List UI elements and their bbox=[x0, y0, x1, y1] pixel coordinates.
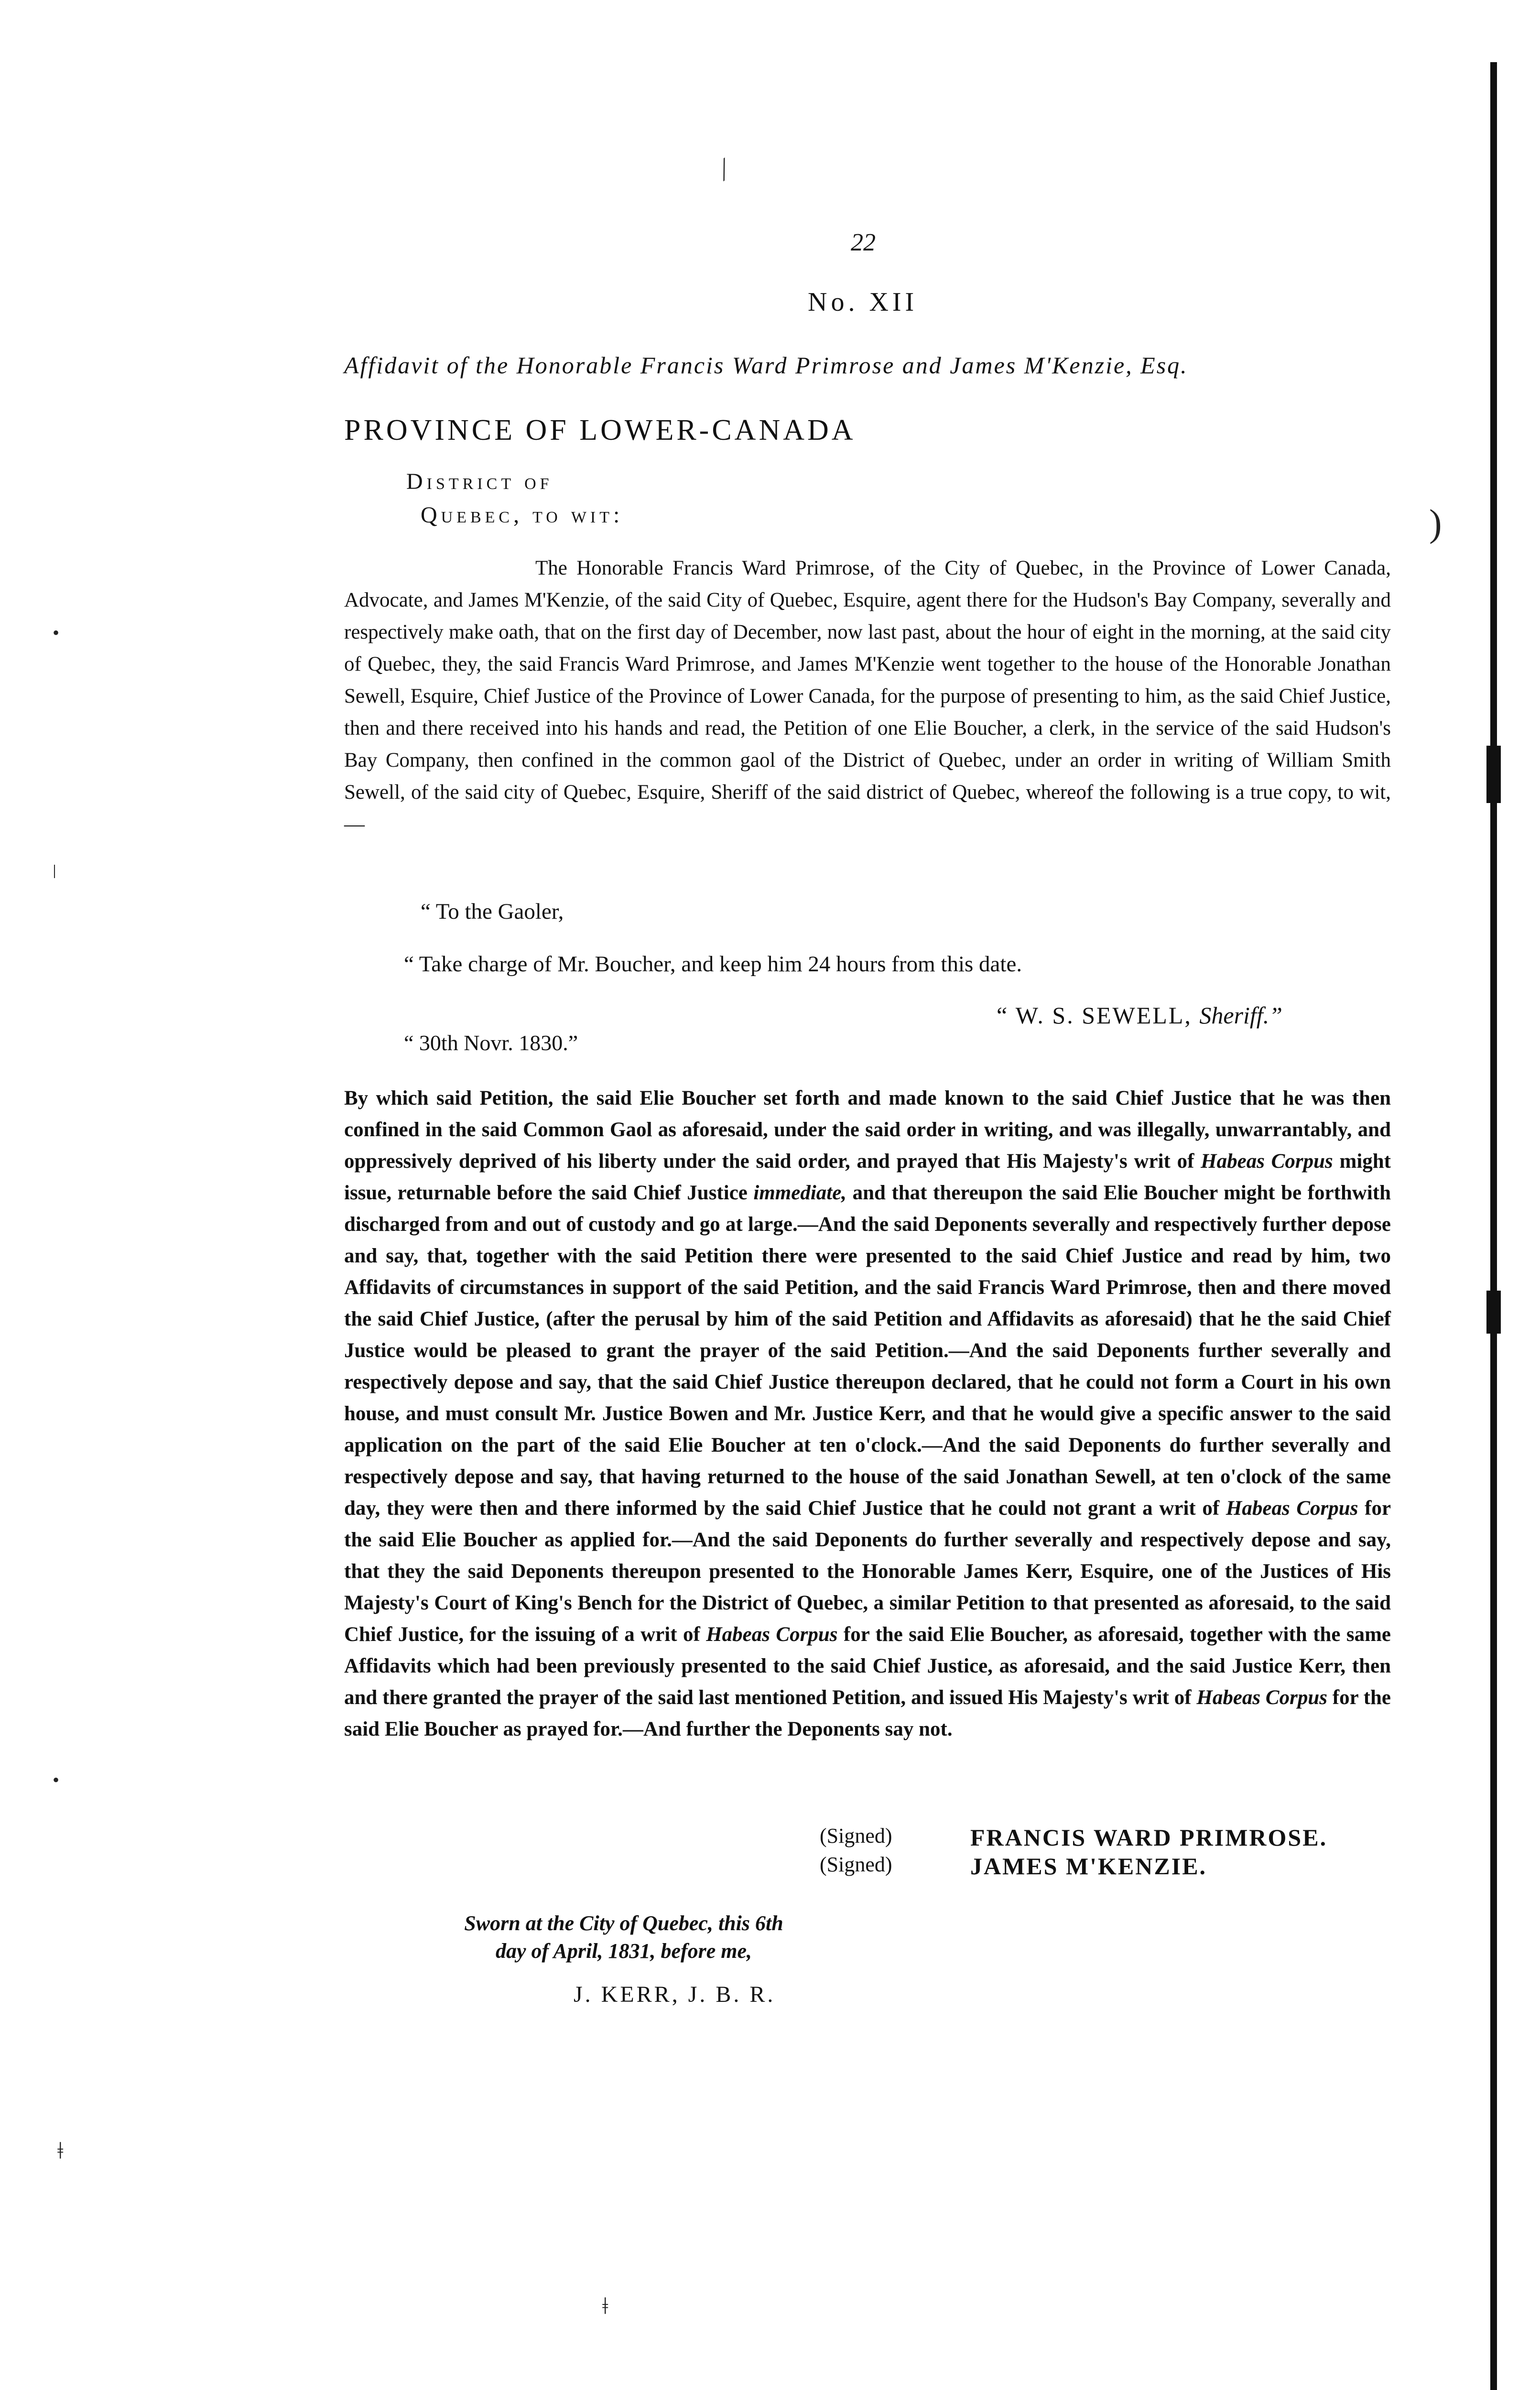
document-number: No. XII bbox=[808, 287, 918, 317]
province-heading: PROVINCE OF LOWER-CANADA bbox=[344, 414, 856, 446]
judge-signature: J. KERR, J. B. R. bbox=[574, 1982, 776, 2007]
page-number: 22 bbox=[851, 229, 876, 256]
legal-term: Habeas Corpus bbox=[1196, 1686, 1327, 1709]
affidavit-paragraph-2 bbox=[344, 1083, 1391, 1745]
legal-term: Habeas Corpus bbox=[1201, 1150, 1333, 1173]
legal-term: immediate, bbox=[753, 1182, 847, 1204]
legal-term: Habeas Corpus bbox=[706, 1623, 838, 1646]
page-edge-mark bbox=[1486, 746, 1501, 803]
quote-date: “ 30th Novr. 1830.” bbox=[404, 1031, 578, 1055]
signatory-name: FRANCIS WARD PRIMROSE. bbox=[970, 1824, 1328, 1851]
paragraph-text: and that thereupon the said Elie Boucher might be forthwith discharged from and out of custody and go at large.—And the said Deponents severally and respectively further depose and say, that, together with the said Petition there were presented to the said Chief Justice and read by him, two Affidavits of circumstances in support of the said Petition, and the said Francis Ward Primrose, then and there moved the said Chief Justice, (after the perusal by him of the said Petition and Affidavits as aforesaid) that he the said Chief Justice would be pleased to grant the prayer of the said Petition.—And the said Deponents further severally and respectively depose and say, that the said Chief Justice thereupon declared, that he could not form a Court in his own house, and must consult Mr. Justice Bowen and Mr. Justice Kerr, and that he would give a specific answer to the said application on the part of the said Elie Boucher at ten o'clock.—And the said Deponents do further severally and respectively depose and say, that having returned to the house of the said Jonathan Sewell, at ten o'clock of the same day, they were then and there informed by the said Chief Justice that he could not grant a writ of bbox=[344, 1182, 1391, 1520]
legal-term: Habeas Corpus bbox=[1225, 1497, 1358, 1520]
paragraph-text: for the said Elie Boucher as applied for.—And the said Deponents do further severally and respectively depose and say, that they the said Deponents thereupon presented to the Honorable James Kerr, Esquire, one of the Justices of His Majesty's Court of King's Bench for the District of Quebec, a similar Petition to that presented as aforesaid, to the said Chief Justice, for the issuing of a writ of bbox=[344, 1497, 1391, 1646]
district-line-1: District of bbox=[406, 469, 553, 494]
speck-mark: • bbox=[53, 622, 60, 643]
speck-mark: ǂ bbox=[57, 2137, 64, 2164]
bracket-mark: ) bbox=[1429, 502, 1442, 544]
quote-signature-role: Sheriff.” bbox=[1199, 1002, 1283, 1029]
affidavit-paragraph-1: The Honorable Francis Ward Primrose, of the City of Quebec, in the Province of Lower Canada, Advocate, and James M'Kenzie, of the said City of Quebec, Esquire, agent there for the Hudson's Bay Company, severally and respectively make oath, that on the first day of December, now last past, about the hour of eight in the morning, at the said city of Quebec, they, the said Francis Ward Primrose, and James M'Kenzie went together to the house of the Honorable Jonathan Sewell, Esquire, Chief Justice of the Province of Lower Canada, for the purpose of presenting to him, as the said Chief Justice, then and there received into his hands and read, the Petition of one Elie Boucher, a clerk, in the service of the said Hudson's Bay Company, then confined in the common gaol of the District of Quebec, under an order in writing of William Smith Sewell, of the said city of Quebec, Esquire, Sheriff of the said district of Quebec, whereof the following is a true copy, to wit,— bbox=[344, 557, 1391, 836]
page-edge-bar bbox=[1490, 62, 1497, 2390]
quote-order: “ Take charge of Mr. Boucher, and keep him 24 hours from this date. bbox=[404, 952, 1022, 977]
district-line-2: Quebec, to wit: bbox=[421, 502, 624, 528]
speck-mark: ǀ bbox=[53, 861, 57, 882]
paragraph-text: for the said Elie Boucher, as aforesaid, together with the same Affidavits which had been previously presented to the said Chief Justice, as aforesaid, and the said Justice Kerr, then and there granted the prayer of the said last mentioned Petition, and issued His Majesty's writ of bbox=[344, 1623, 1391, 1709]
sworn-line-1: Sworn at the City of Quebec, this 6th bbox=[464, 1912, 783, 1935]
paragraph-text: for the said Elie Boucher as prayed for.—And further the Deponents say not. bbox=[344, 1686, 1391, 1740]
signatory-name: JAMES M'KENZIE. bbox=[970, 1853, 1207, 1879]
signed-label: (Signed) bbox=[820, 1853, 892, 1876]
page-edge-mark bbox=[1486, 1291, 1501, 1334]
quote-signature bbox=[997, 1001, 1282, 1029]
speck-mark: ǂ bbox=[602, 2292, 608, 2319]
pencil-mark: ⁄ bbox=[713, 155, 735, 184]
sworn-line-2: day of April, 1831, before me, bbox=[495, 1939, 752, 1963]
quote-signature-name: “ W. S. SEWELL, bbox=[997, 1002, 1192, 1029]
signed-label: (Signed) bbox=[820, 1824, 892, 1847]
document-subtitle: Affidavit of the Honorable Francis Ward Primrose and James M'Kenzie, Esq. bbox=[344, 352, 1188, 379]
speck-mark: • bbox=[53, 1769, 60, 1791]
paragraph-text: might issue, returnable before the said Chief Justice bbox=[344, 1150, 1391, 1204]
sworn-statement bbox=[385, 1910, 863, 1965]
paragraph-text: By which said Petition, the said Elie Boucher set forth and made known to the said Chief Justice that he was then confined in the said Common Gaol as aforesaid, under the said order in writing, and was illegally, unwarrantably, and oppressively deprived of his liberty under the said order, and prayed that His Majesty's writ of bbox=[344, 1087, 1391, 1173]
quote-salutation: “ To the Gaoler, bbox=[421, 899, 564, 924]
